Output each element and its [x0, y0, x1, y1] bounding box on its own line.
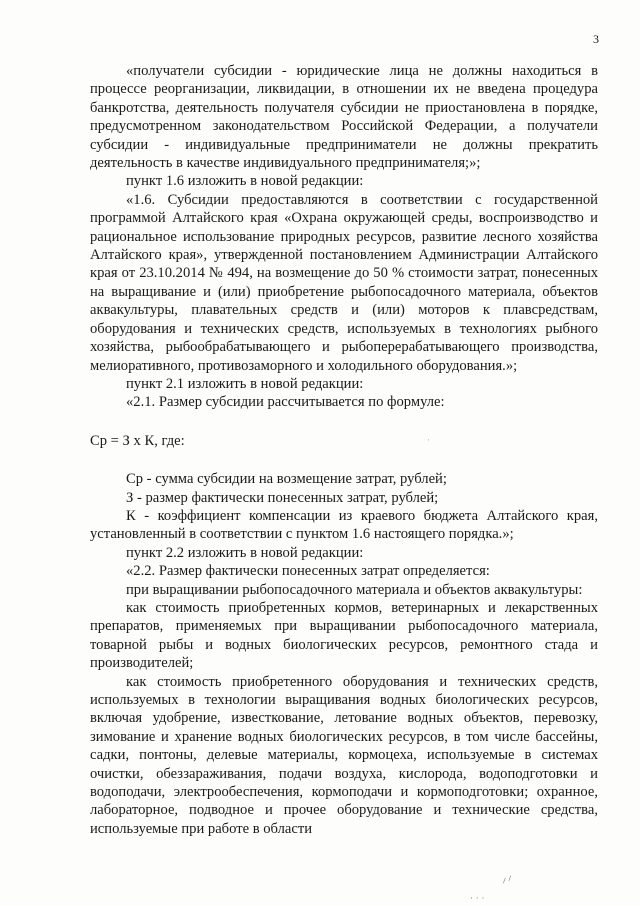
page-number: 3: [593, 32, 599, 46]
definition-cr: Cр - сумма субсидии на возмещение затрат, рублей;: [126, 471, 447, 488]
paragraph-item-2-2: «2.2. Размер фактически понесенных затрат определяется:: [126, 563, 490, 580]
paragraph-item-1-6-intro: пункт 1.6 изложить в новой редакции:: [126, 173, 364, 190]
paragraph-recipients: «получатели субсидии - юридические лица не должны находиться в процессе реорганизации, ликвидации, в отношении их не введена процедура банкротства, деятельность получателя субсидии не приостановлена в порядке, предусмотренном законодательством Российской Федерации, а получатели субсидии - индивидуальные предприниматели не должны прекратить деятельность в качестве индивидуального предпринимателя;»;: [90, 63, 598, 172]
formula: Cр = З х К, где:: [90, 432, 185, 449]
document-body: [90, 62, 598, 838]
scan-mark: ⸝⸝: [497, 868, 515, 886]
paragraph-item-1-6: «1.6. Субсидии предоставляются в соответствии с государственной программой Алтайского края «Охрана окружающей среды, воспроизводство и рациональное использование природных ресурсов, развитие лесного хозяйства Алтайского края», утвержденной постановлением Администрации Алтайского края от 23.10.2014 № 494, на возмещение до 50 % стоимости затрат, понесенных на выращивание и (или) приобретение рыбопосадочного материала, объектов аквакультуры, плавательных средств и (или) моторов к плавсредствам, оборудования и технических средств, используемых в технологиях рыбного хозяйства, рыбообрабатывающего и рыбоперерабатывающего производства, мелиоративного, противозаморного и холодильного оборудования.»;: [90, 191, 598, 374]
paragraph-cultivation: при выращивании рыбопосадочного материала и объектов аквакультуры:: [126, 581, 583, 598]
definition-z: З - размер фактически понесенных затрат, рублей;: [126, 489, 439, 506]
scan-dots: · · ·: [470, 894, 485, 904]
paragraph-feed-costs: как стоимость приобретенных кормов, ветеринарных и лекарственных препаратов, применяемых при выращивании рыбопосадочного материала, товарной рыбы и водных биологических ресурсов, ремонтного стада и производителей;: [90, 599, 598, 672]
paragraph-item-2-2-intro: пункт 2.2 изложить в новой редакции:: [126, 544, 364, 561]
scan-speck: ·: [427, 436, 430, 446]
definition-k: К - коэффициент компенсации из краевого бюджета Алтайского края, установленный в соответствии с пунктом 1.6 настоящего порядка.»;: [90, 507, 598, 543]
paragraph-equipment-costs: как стоимость приобретенного оборудования и технических средств, используемых в технологии выращивания водных биологических ресурсов, включая удобрение, известкование, летование водных объектов, перевозку, зимование и хранение водных биологических ресурсов, в том числе бассейны, садки, понтоны, делевые материалы, кормоцеха, используемые в системах очистки, обеззараживания, подачи воздуха, кислорода, водоподготовки и водоподачи, электрообеспечения, кормоподачи и кормоподготовки; охранное, лабораторное, подводное и прочее оборудование и технические средства, используемые при работе в области: [90, 673, 598, 837]
paragraph-item-2-1-intro: пункт 2.1 изложить в новой редакции:: [126, 375, 364, 392]
paragraph-item-2-1: «2.1. Размер субсидии рассчитывается по формуле:: [126, 394, 445, 411]
